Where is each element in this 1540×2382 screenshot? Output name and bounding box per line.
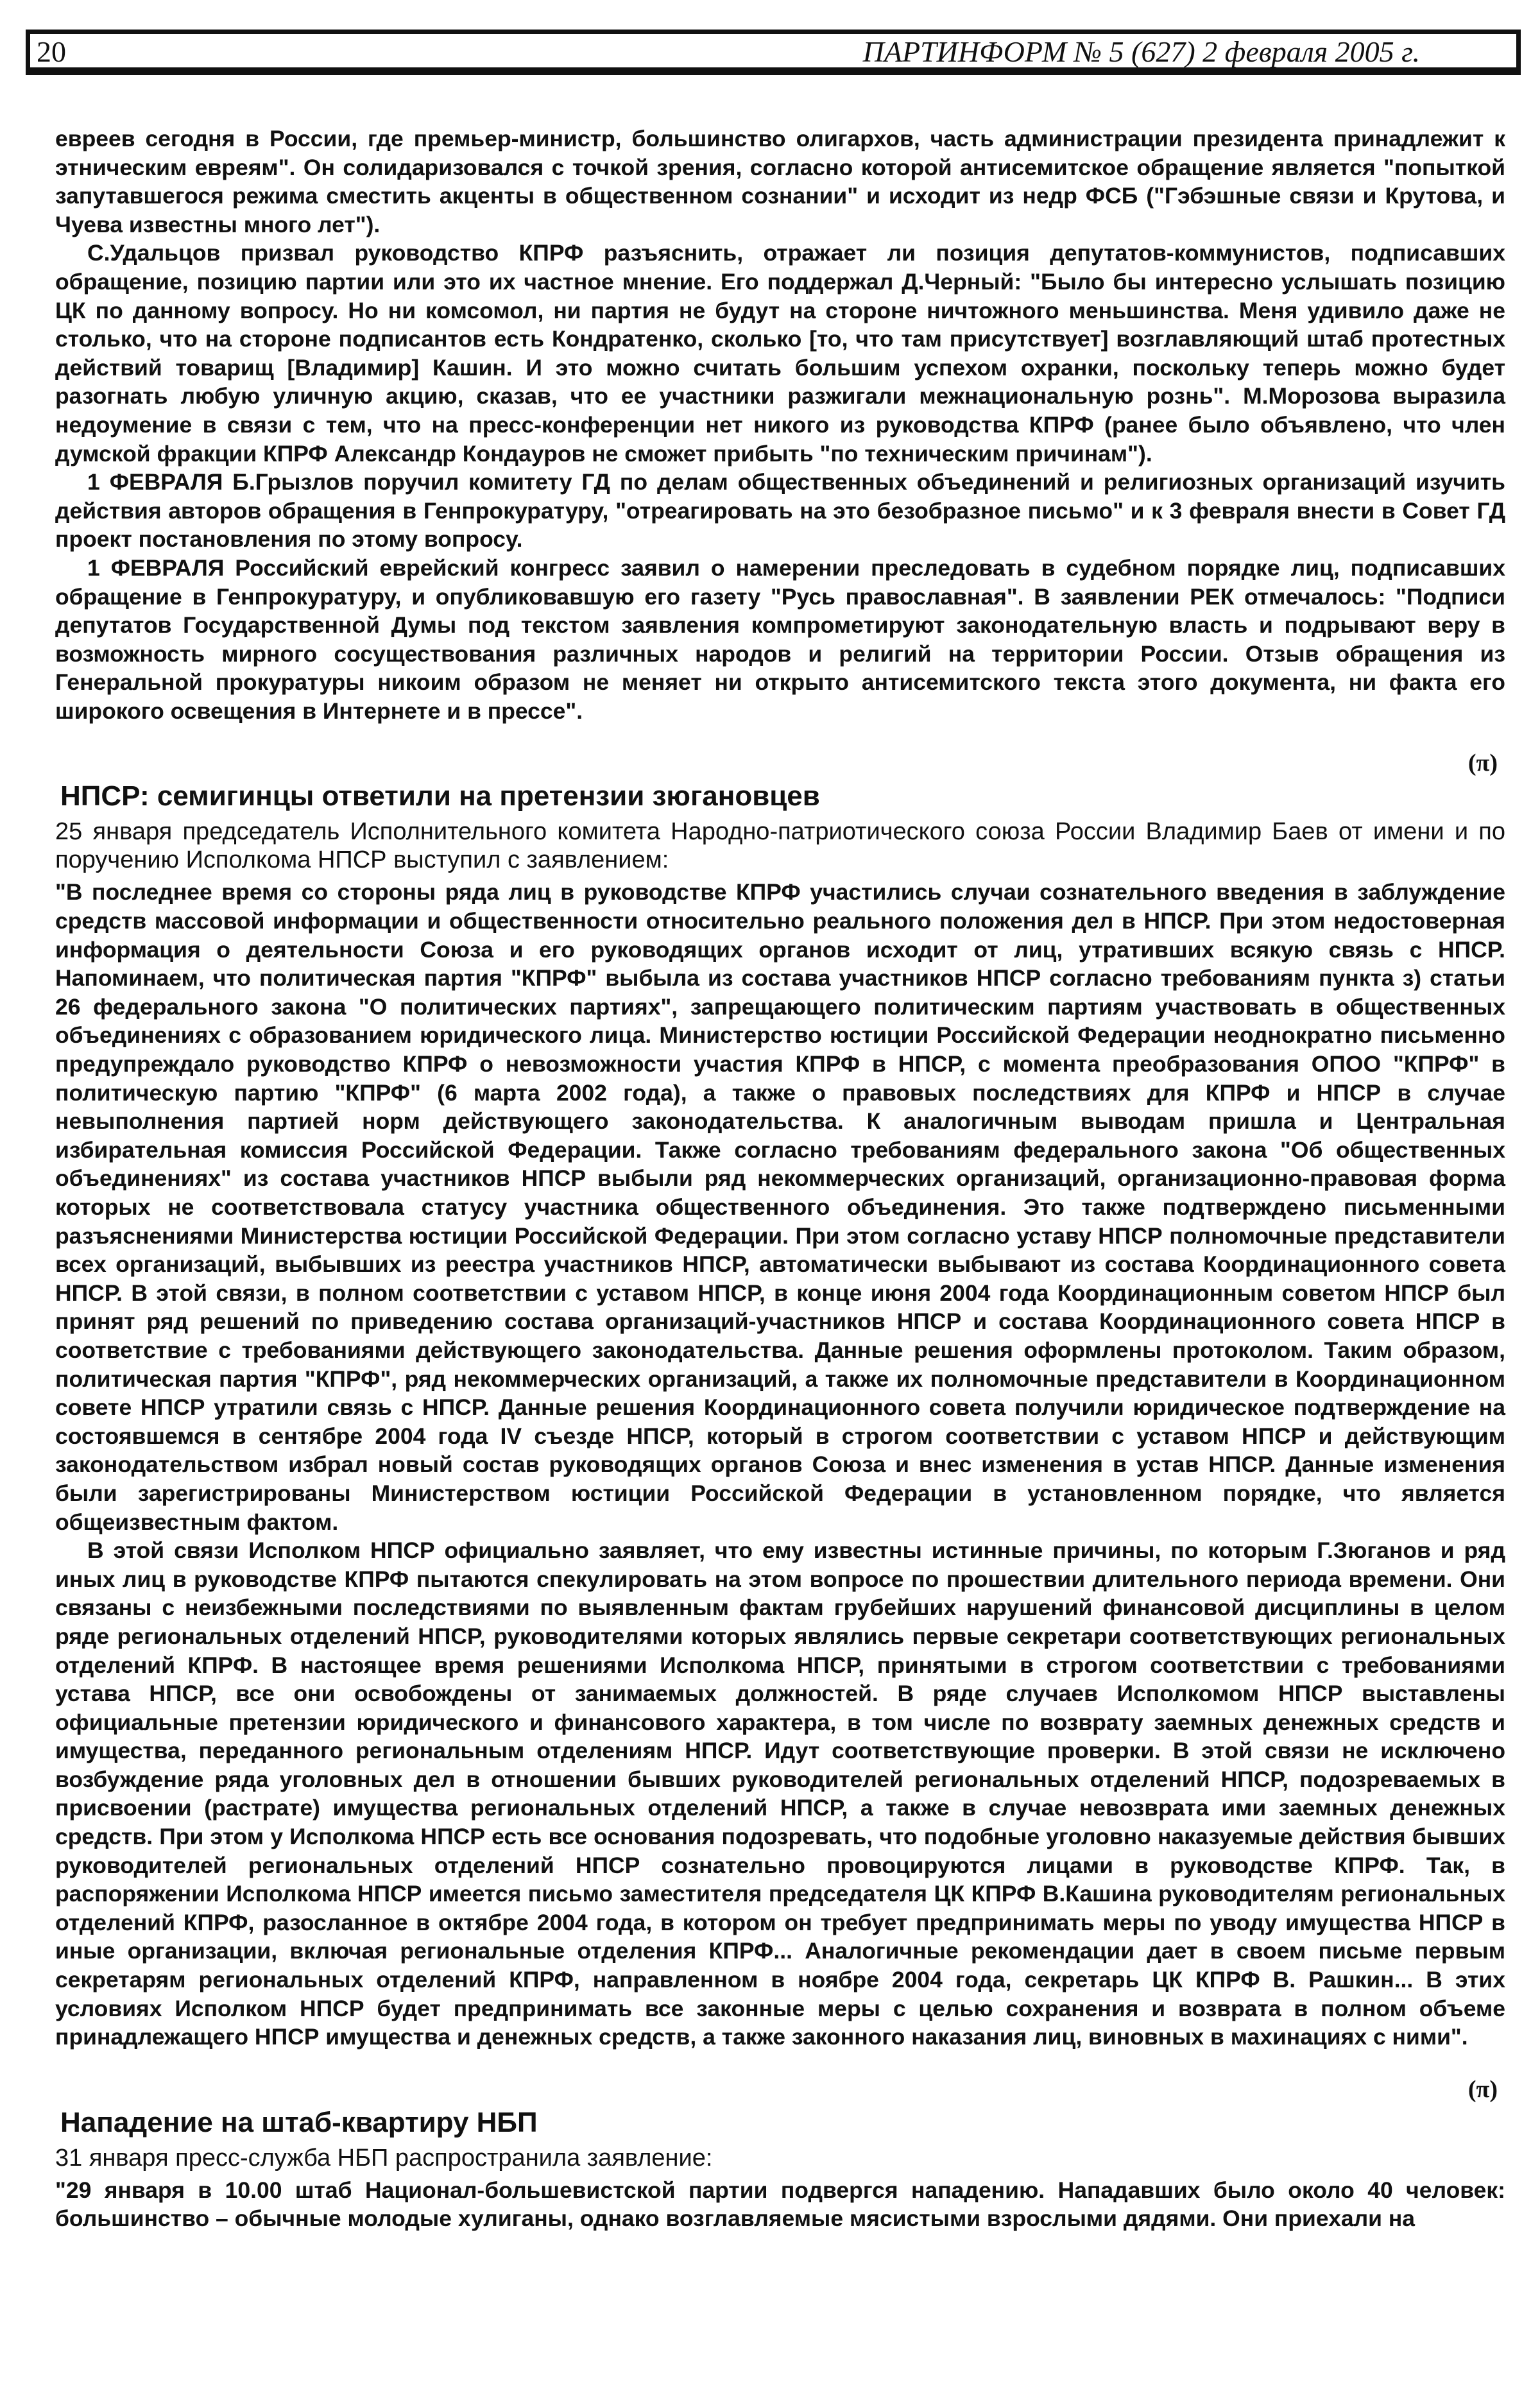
body-paragraph: В этой связи Исполком НПСР официально заявляет, что ему известны истинные причины, по которым Г.Зюганов и ряд иных лиц в руководстве КПРФ пытаются спекулировать на этом вопросе по прошествии длительного периода времени. Они связаны с неизбежными последствиями по выявленным фактам грубейших нарушений финансовой дисциплины в целом ряде региональных отделений НПСР, руководителями которых являлись первые секретари соответствующих региональных отделений КПРФ. В настоящее время решениями Исполкома НПСР, принятыми в строгом соответствии с требованиями устава НПСР, все они освобождены от занимаемых должностей. В ряде случаев Исполкомом НПСР выставлены официальные претензии юридического и финансового характера, в том числе по возврату заемных денежных средств и имущества, переданного региональным отделениям НПСР. Идут соответствующие проверки. В этой связи не исключено возбуждение ряда уголовных дел в отношении бывших руководителей региональных отделений НПСР, подозреваемых в присвоении (растрате) имущества региональных отделений НПСР, а также в случае невозврата ими заемных денежных средств. При этом у Исполкома НПСР есть все основания подозревать, что подобные уголовно наказуемые действия бывших руководителей региональных отделений НПСР сознательно провоцируются лицами в руководстве КПРФ. Так, в распоряжении Исполкома НПСР имеется письмо заместителя председателя ЦК КПРФ В.Кашина руководителям региональных отделений КПРФ, разосланное в октябре 2004 года, в котором он требует предпринимать меры по уводу имущества НПСР в иные организации, включая региональные отделения КПРФ... Аналогичные рекомендации дает в своем письме первым секретарям региональных отделений КПРФ, направленном в ноябре 2004 года, секретарь ЦК КПРФ В. Рашкин... В этих условиях Исполком НПСР будет предпринимать все законные меры с целью сохранения и возврата в полном объеме принадлежащего НПСР имущества и денежных средств, а также законного наказания лиц, виновных в махинациях с ними". (55, 1538, 1505, 2050)
page-header (26, 30, 1521, 75)
body-paragraph: 1 ФЕВРАЛЯ Российский еврейский конгресс заявил о намерении преследовать в судебном порядке лиц, подписавших обращение в Генпрокуратуру, и опубликовавшую его газету "Русь православная". В заявлении РЕК отмечалось: "Подписи депутатов Государственной Думы под текстом заявления компрометируют законодательную власть и подрывают веру в возможность мирного сосуществования различных народов и религий на территории России. Отзыв обращения из Генеральной прокуратуры никоим образом не меняет ни открыто антисемитского текста этого документа, ни факта его широкого освещения в Интернете и в прессе". (55, 554, 1505, 724)
author-signature: (π) (1467, 2075, 1498, 2103)
journal-title: ПАРТИНФОРМ № 5 (627) 2 февраля 2005 г. (862, 35, 1420, 68)
body-paragraph: С.Удальцов призвал руководство КПРФ разъяснить, отражает ли позиция депутатов-коммунистов, подписавших обращение, позицию партии или это их частное мнение. Его поддержал Д.Черный: "Было бы интересно услышать позицию ЦК по данному вопросу. Но ни комсомол, ни партия не будут на стороне ничтожного меньшинства. Меня удивило даже не столько, что на стороне подписантов есть Кондратенко, сколько [то, что там присутствует] возглавляющий штаб протестных действий товарищ [Владимир] Кашин. И это можно считать большим успехом охранки, поскольку теперь можно будет разогнать любую уличную акцию, сказав, что ее участники разжигали межнациональную рознь". М.Морозова выразила недоумение в связи с тем, что на пресс-конференции нет никого из руководства КПРФ (ранее было объявлено, что член думской фракции КПРФ Александр Кондауров не сможет прибыть "по техническим причинам"). (55, 240, 1505, 467)
body-paragraph: "В последнее время со стороны ряда лиц в руководстве КПРФ участились случаи сознательного введения в заблуждение средств массовой информации и общественности относительно реального положения дел в НПСР. При этом недостоверная информация о деятельности Союза и его руководящих органов исходит от лиц, утративших всякую связь с НПСР. Напоминаем, что политическая партия "КПРФ" выбыла из состава участников НПСР согласно требованиям пункта з) статьи 26 федерального закона "О политических партиях", запрещающего политическим партиям участвовать в общественных объединениях с образованием юридического лица. Министерство юстиции Российской Федерации неоднократно письменно предупреждало руководство КПРФ о невозможности участия КПРФ в НПСР, с момента преобразования ОПОО "КПРФ" в политическую партию "КПРФ" (6 марта 2002 года), а также о правовых последствиях для КПРФ и НПСР в случае невыполнения партией норм действующего законодательства. К аналогичным выводам пришла и Центральная избирательная комиссия Российской Федерации. Также согласно требованиям федерального закона "Об общественных объединениях" из состава участников НПСР выбыли ряд некоммерческих организаций, организационно-правовая форма которых не соответствовала статусу участника общественного объединения. Это также подтверждено письменными разъяснениями Министерства юстиции Российской Федерации. При этом согласно уставу НПСР полномочные представители всех организаций, выбывших из реестра участников НПСР, автоматически выбывают из состава Координационного совета НПСР. В этой связи, в полном соответствии с уставом НПСР, в конце июня 2004 года Координационным советом НПСР был принят ряд решений по приведению состава организаций-участников НПСР и состава Координационного совета НПСР в соответствие с требованиями действующего законодательства. Данные решения оформлены протоколом. Таким образом, политическая партия "КПРФ", ряд некоммерческих организаций, а также их полномочные представители в Координационном совете НПСР утратили связь с НПСР. Данные решения Координационного совета получили юридическое подтверждение на состоявшемся в сентябре 2004 года IV съезде НПСР, который в строгом соответствии с уставом НПСР и действующим законодательством избрал новый состав руководящих органов Союза и внес изменения в устав НПСР. Данные изменения были зарегистрированы Министерством юстиции Российской Федерации в установленном порядке, что является общеизвестным фактом. (55, 879, 1505, 1535)
article-lead: 25 января председатель Исполнительного комитета Народно-патриотического союза России Владимир Баев от имени и по поручению Исполкома НПСР выступил с заявлением: (55, 818, 1505, 874)
body-paragraph: 1 ФЕВРАЛЯ Б.Грызлов поручил комитету ГД по делам общественных объединений и религиозных организаций изучить действия авторов обращения в Генпрокуратуру, "отреагировать на это безобразное письмо" и к 3 февраля внести в Совет ГД проект постановления по этому вопросу. (55, 469, 1505, 553)
article-title: Нападение на штаб-квартиру НБП (60, 2106, 538, 2138)
page-content (55, 124, 1505, 2233)
author-signature: (π) (1467, 750, 1498, 777)
page-number: 20 (37, 35, 66, 68)
article-lead: 31 января пресс-служба НБП распространила заявление: (55, 2144, 713, 2172)
body-paragraph: евреев сегодня в России, где премьер-министр, большинство олигархов, часть администрации президента принадлежит к этническим евреям". Он солидаризовался с точкой зрения, согласно которой антисемитское обращение является "попыткой запутавшегося режима сместить акценты в общественном сознании" и исходит из недр ФСБ ("Гэбэшные связи и Крутова, и Чуева известны много лет"). (55, 126, 1505, 237)
article-title: НПСР: семигинцы ответили на претензии зюгановцев (60, 780, 820, 812)
body-paragraph: "29 января в 10.00 штаб Национал-большевистской партии подвергся нападению. Нападавших было около 40 человек: большинство – обычные молодые хулиганы, однако возглавляемые мясистыми взрослыми дядями. Они приехали на (55, 2177, 1505, 2232)
